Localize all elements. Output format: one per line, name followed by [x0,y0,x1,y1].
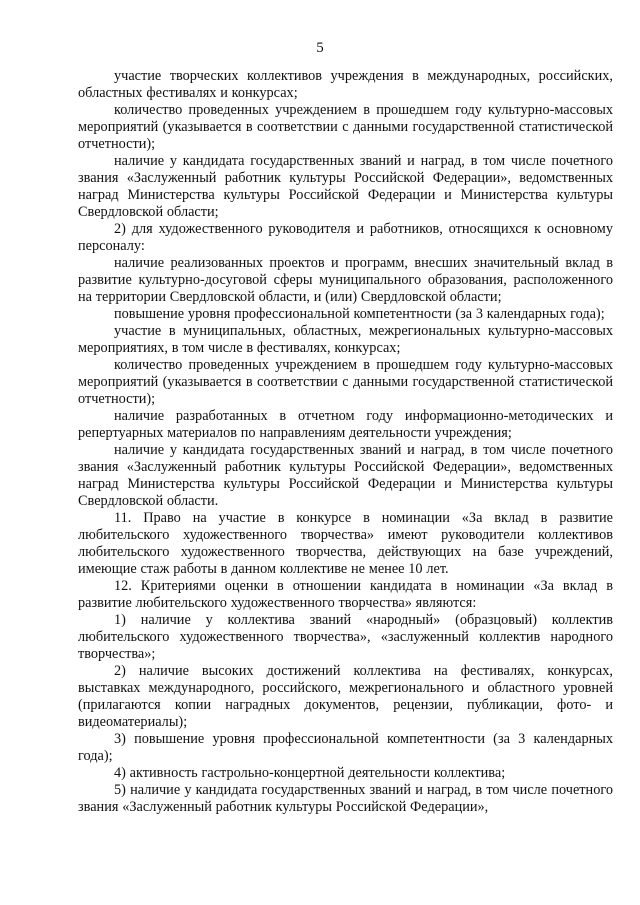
paragraph-criterion-5: 5) наличие у кандидата государственных званий и наград, в том числе почетного звания «Заслуженный работник культуры Российской Федерации», [78,782,613,815]
document-body [78,68,613,816]
paragraph-criterion-2: 2) наличие высоких достижений коллектива на фестивалях, конкурсах, выставках международного, российского, межрегионального и областного уровней (прилагаются копии наградных документов, рецензии, публикации, фото- и видеоматериалы); [78,663,613,730]
paragraph-state-awards: наличие у кандидата государственных званий и наград, в том числе почетного звания «Заслуженный работник культуры Российской Федерации», ведомственных наград Министерства культуры Российской Федерации и Министерства культуры Свердловской области; [78,153,613,220]
paragraph-festival-participation: участие творческих коллективов учреждения в международных, российских, областных фестивалях и конкурсах; [78,68,613,101]
paragraph-events-count-2: количество проведенных учреждением в прошедшем году культурно-массовых мероприятий (указывается в соответствии с данными государственной статистической отчетности); [78,357,613,407]
paragraph-events-count: количество проведенных учреждением в прошедшем году культурно-массовых мероприятий (указывается в соответствии с данными государственной статистической отчетности); [78,102,613,152]
paragraph-state-awards-2: наличие у кандидата государственных званий и наград, в том числе почетного звания «Заслуженный работник культуры Российской Федерации», ведомственных наград Министерства культуры Российской Федерации и Министерства культуры Свердловской области. [78,442,613,509]
paragraph-events-participation: участие в муниципальных, областных, межрегиональных культурно-массовых мероприятиях, в том числе в фестивалях, конкурсах; [78,323,613,356]
paragraph-projects: наличие реализованных проектов и программ, внесших значительный вклад в развитие культурно-досуговой сферы муниципального образования, расположенного на территории Свердловской области, и (или) Свердловской области; [78,255,613,305]
paragraph-criterion-3: 3) повышение уровня профессиональной компетентности (за 3 календарных года); [78,731,613,764]
paragraph-criterion-1: 1) наличие у коллектива званий «народный» (образцовый) коллектив любительского художественного творчества», «заслуженный коллектив народного творчества»; [78,612,613,662]
paragraph-section-11: 11. Право на участие в конкурсе в номинации «За вклад в развитие любительского художественного творчества» имеют руководители коллективов любительского художественного творчества, действующих на базе учреждений, имеющие стаж работы в данном коллективе не менее 10 лет. [78,510,613,577]
paragraph-competence: повышение уровня профессиональной компетентности (за 3 календарных года); [114,306,605,322]
paragraph-section-12: 12. Критериями оценки в отношении кандидата в номинации «За вклад в развитие любительского художественного творчества» являются: [78,578,613,611]
paragraph-artistic-director-heading: 2) для художественного руководителя и работников, относящихся к основному персоналу: [78,221,613,254]
page-number: 5 [316,40,324,56]
paragraph-criterion-4: 4) активность гастрольно-концертной деятельности коллектива; [114,765,506,781]
paragraph-methodical-materials: наличие разработанных в отчетном году информационно-методических и репертуарных материалов по направлениям деятельности учреждения; [78,408,613,441]
